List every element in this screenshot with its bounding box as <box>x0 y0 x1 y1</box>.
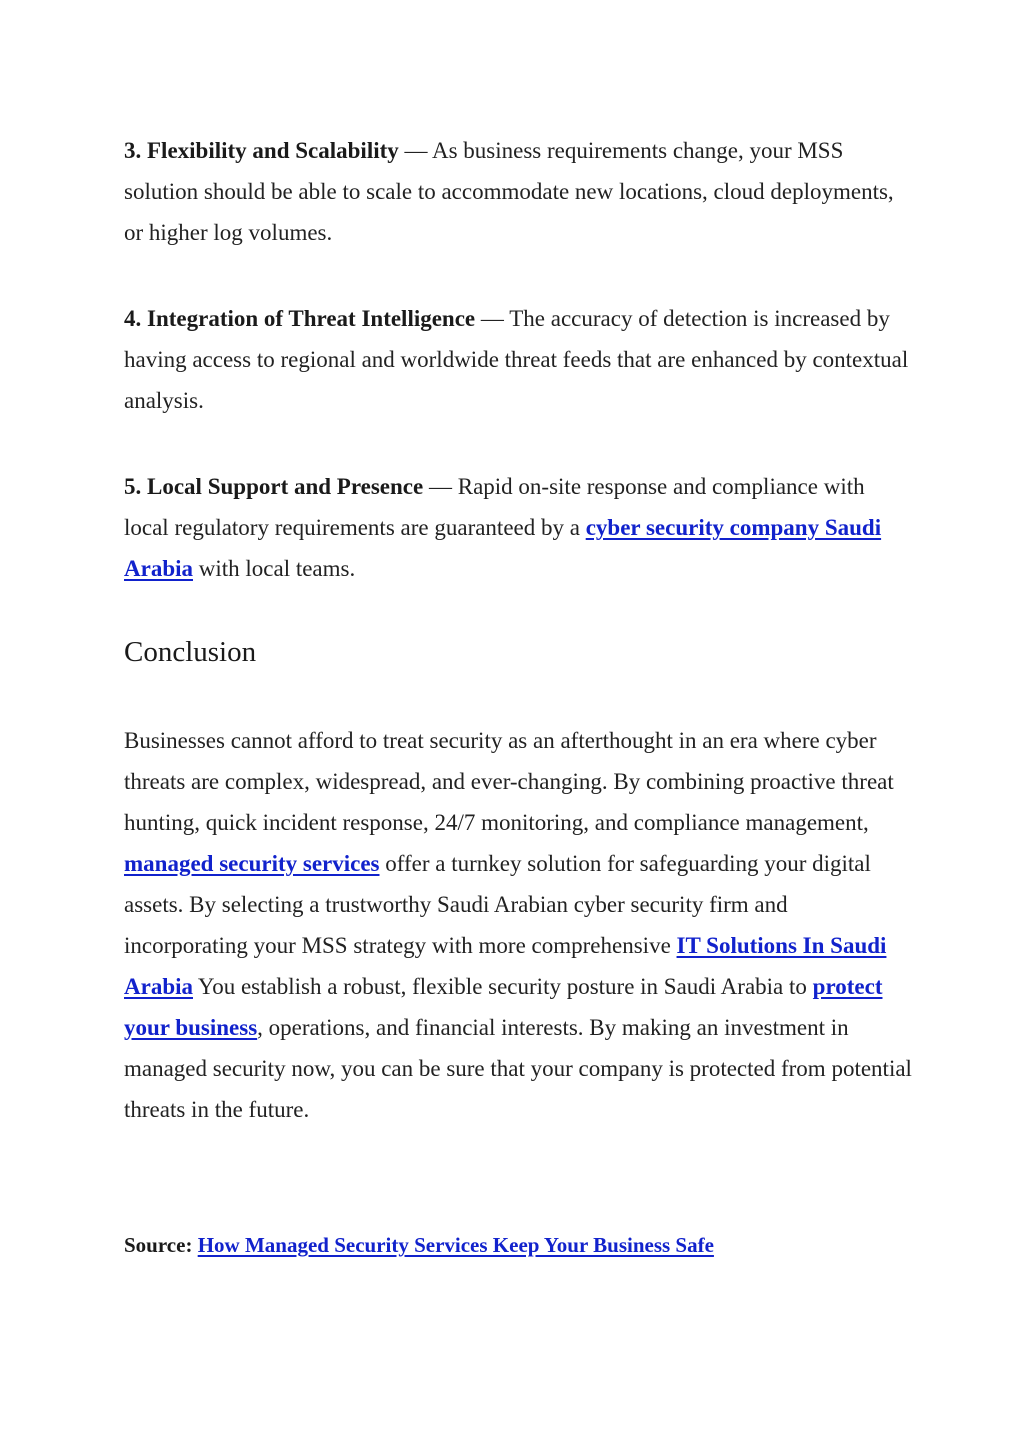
conclusion-heading: Conclusion <box>124 636 257 668</box>
cyber-security-company-link[interactable]: cyber security company Saudi Arabia <box>124 515 882 581</box>
item-text: with local teams. <box>193 556 356 581</box>
source-line <box>124 1227 714 1263</box>
conclusion-text: Businesses cannot afford to treat security as an afterthought in an era where cyber threats are complex, widespread, and ever-changing. By combining proactive threat hunting, quick incident response, 24/7 monitoring, and compliance management, <box>124 728 894 835</box>
paragraph-flexibility <box>124 130 914 253</box>
conclusion-text: You establish a robust, flexible security posture in Saudi Arabia to <box>193 974 813 999</box>
item-title: 4. Integration of Threat Intelligence <box>124 306 476 331</box>
paragraph-threat-intelligence <box>124 298 914 421</box>
conclusion-text: , operations, and financial interests. By making an investment in managed security now, you can be sure that your company is protected from potential threats in the future. <box>124 1015 912 1122</box>
conclusion-text: offer a turnkey solution for safeguarding your digital assets. By selecting a trustworthy Saudi Arabian cyber security firm and incorporating your MSS strategy with more comprehensive <box>124 851 871 958</box>
item-title: 5. Local Support and Presence <box>124 474 424 499</box>
protect-your-business-link[interactable]: protect your business <box>124 974 883 1040</box>
item-title: 3. Flexibility and Scalability <box>124 138 399 163</box>
source-link[interactable]: How Managed Security Services Keep Your Business Safe <box>197 1233 714 1257</box>
conclusion-paragraph <box>124 720 914 1130</box>
item-text: — Rapid on-site response and compliance with local regulatory requirements are guaranteed by a <box>124 474 865 540</box>
paragraph-local-support <box>124 466 914 589</box>
it-solutions-link[interactable]: IT Solutions In Saudi Arabia <box>124 933 887 999</box>
managed-security-services-link[interactable]: managed security services <box>124 851 380 876</box>
item-text: — As business requirements change, your MSS solution should be able to scale to accommodate new locations, cloud deployments, or higher log volumes. <box>124 138 894 245</box>
source-label: Source: <box>124 1233 193 1257</box>
item-text: — The accuracy of detection is increased by having access to regional and worldwide threat feeds that are enhanced by contextual analysis. <box>124 306 909 413</box>
